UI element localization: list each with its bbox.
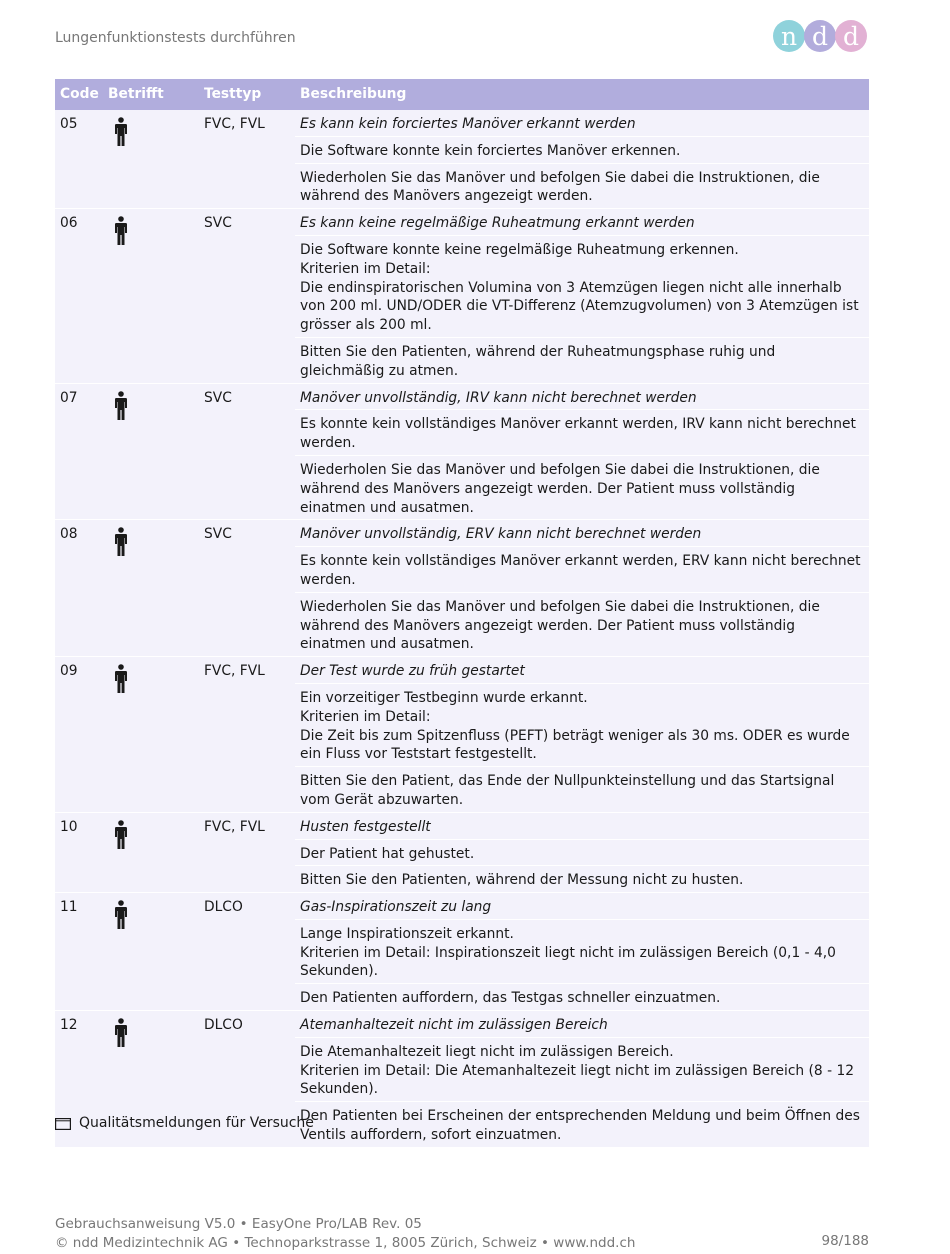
error-code: 10 [55,812,103,892]
error-code: 12 [55,1011,103,1148]
error-headline: Husten festgestellt [295,812,869,839]
table-row [55,110,869,136]
affects-cell [103,893,199,1011]
error-description: Den Patienten auffordern, das Testgas schneller einzuatmen. [295,984,869,1011]
error-code: 11 [55,893,103,1011]
person-icon [114,664,194,700]
person-icon [114,900,194,936]
table-row [55,209,869,236]
logo-letter-d2: d [835,20,867,52]
logo-letter-n: n [773,20,805,52]
table-row [55,1011,869,1038]
error-description: Ein vorzeitiger Testbeginn wurde erkannt. Kriterien im Detail: Die Zeit bis zum Spitzenfluss (PEFT) beträgt weniger als 30 ms. ODER es wurde ein Fluss vor Teststart festgestellt. [295,683,869,766]
error-description: Wiederholen Sie das Manöver und befolgen Sie dabei die Instruktionen, die während des Manövers angezeigt werden. Der Patient muss vollständig einatmen und ausatmen. [295,455,869,519]
error-headline: Es kann keine regelmäßige Ruheatmung erkannt werden [295,209,869,236]
error-description: Die Software konnte keine regelmäßige Ruheatmung erkennen. Kriterien im Detail: Die endinspiratorischen Volumina von 3 Atemzügen liegen nicht alle innerhalb von 200 ml. UND/ODER die VT-Differenz (Atemzugvolumen) von 3 Atemzügen ist grösser als 200 ml. [295,235,869,337]
error-code: 06 [55,209,103,383]
person-icon [114,1018,194,1054]
footnote-text: Qualitätsmeldungen für Versuche [79,1115,314,1131]
page-footer [55,1215,635,1252]
error-code-table [55,79,869,1148]
column-header-affects: Betrifft [103,79,199,110]
error-headline: Der Test wurde zu früh gestartet [295,657,869,684]
error-description: Lange Inspirationszeit erkannt. Kriterien im Detail: Inspirationszeit liegt nicht im zulässigen Bereich (0,1 - 4,0 Sekunden). [295,919,869,983]
table-row [55,383,869,410]
error-headline: Manöver unvollständig, IRV kann nicht berechnet werden [295,383,869,410]
person-icon [114,117,194,153]
test-type: FVC, FVL [199,657,295,813]
table-row [55,520,869,547]
error-code: 05 [55,110,103,209]
error-code: 08 [55,520,103,657]
error-description: Es konnte kein vollständiges Manöver erkannt werden, IRV kann nicht berechnet werden. [295,410,869,456]
table-row [55,657,869,684]
error-description: Die Atemanhaltezeit liegt nicht im zulässigen Bereich. Kriterien im Detail: Die Atemanhaltezeit liegt nicht im zulässigen Bereich (8 - 12 Sekunden). [295,1037,869,1101]
column-header-code: Code [55,79,103,110]
test-type: FVC, FVL [199,110,295,209]
error-headline: Atemanhaltezeit nicht im zulässigen Bereich [295,1011,869,1038]
footnote [55,1115,314,1131]
test-type: DLCO [199,1011,295,1148]
page-number: 98/188 [821,1233,869,1249]
error-headline: Es kann kein forciertes Manöver erkannt werden [295,110,869,136]
footer-line-1: Gebrauchsanweisung V5.0 • EasyOne Pro/LAB Rev. 05 [55,1216,422,1232]
error-description: Es konnte kein vollständiges Manöver erkannt werden, ERV kann nicht berechnet werden. [295,547,869,593]
test-type: DLCO [199,893,295,1011]
person-icon [114,527,194,563]
test-type: SVC [199,209,295,383]
test-type: SVC [199,383,295,520]
test-type: SVC [199,520,295,657]
column-header-test-type: Testtyp [199,79,295,110]
book-icon [55,1117,71,1130]
error-headline: Gas-Inspirationszeit zu lang [295,893,869,920]
ndd-logo [773,20,866,52]
column-header-description: Beschreibung [295,79,869,110]
affects-cell [103,209,199,383]
table-body [55,110,869,1147]
page-header-title: Lungenfunktionstests durchführen [55,30,296,46]
affects-cell [103,657,199,813]
error-description: Die Software konnte kein forciertes Manöver erkennen. [295,136,869,163]
error-description: Bitten Sie den Patient, das Ende der Nullpunkteinstellung und das Startsignal vom Gerät abzuwarten. [295,767,869,813]
table-row [55,812,869,839]
affects-cell [103,520,199,657]
logo-letter-d1: d [804,20,836,52]
error-description: Wiederholen Sie das Manöver und befolgen Sie dabei die Instruktionen, die während des Manövers angezeigt werden. Der Patient muss vollständig einatmen und ausatmen. [295,592,869,656]
person-icon [114,391,194,427]
error-headline: Manöver unvollständig, ERV kann nicht berechnet werden [295,520,869,547]
footer-line-2: © ndd Medizintechnik AG • Technoparkstrasse 1, 8005 Zürich, Schweiz • www.ndd.ch [55,1234,636,1251]
error-description: Bitten Sie den Patienten, während der Messung nicht zu husten. [295,866,869,893]
error-description: Den Patienten bei Erscheinen der entsprechenden Meldung und beim Öffnen des Ventils auffordern, sofort einzuatmen. [295,1102,869,1148]
error-code: 07 [55,383,103,520]
affects-cell [103,812,199,892]
affects-cell [103,383,199,520]
error-description: Der Patient hat gehustet. [295,839,869,866]
error-description: Bitten Sie den Patienten, während der Ruheatmungsphase ruhig und gleichmäßig zu atmen. [295,337,869,383]
error-code: 09 [55,657,103,813]
table-header-row [55,79,869,110]
error-description: Wiederholen Sie das Manöver und befolgen Sie dabei die Instruktionen, die während des Manövers angezeigt werden. [295,163,869,209]
person-icon [114,216,194,252]
affects-cell [103,110,199,209]
person-icon [114,820,194,856]
test-type: FVC, FVL [199,812,295,892]
table-row [55,893,869,920]
